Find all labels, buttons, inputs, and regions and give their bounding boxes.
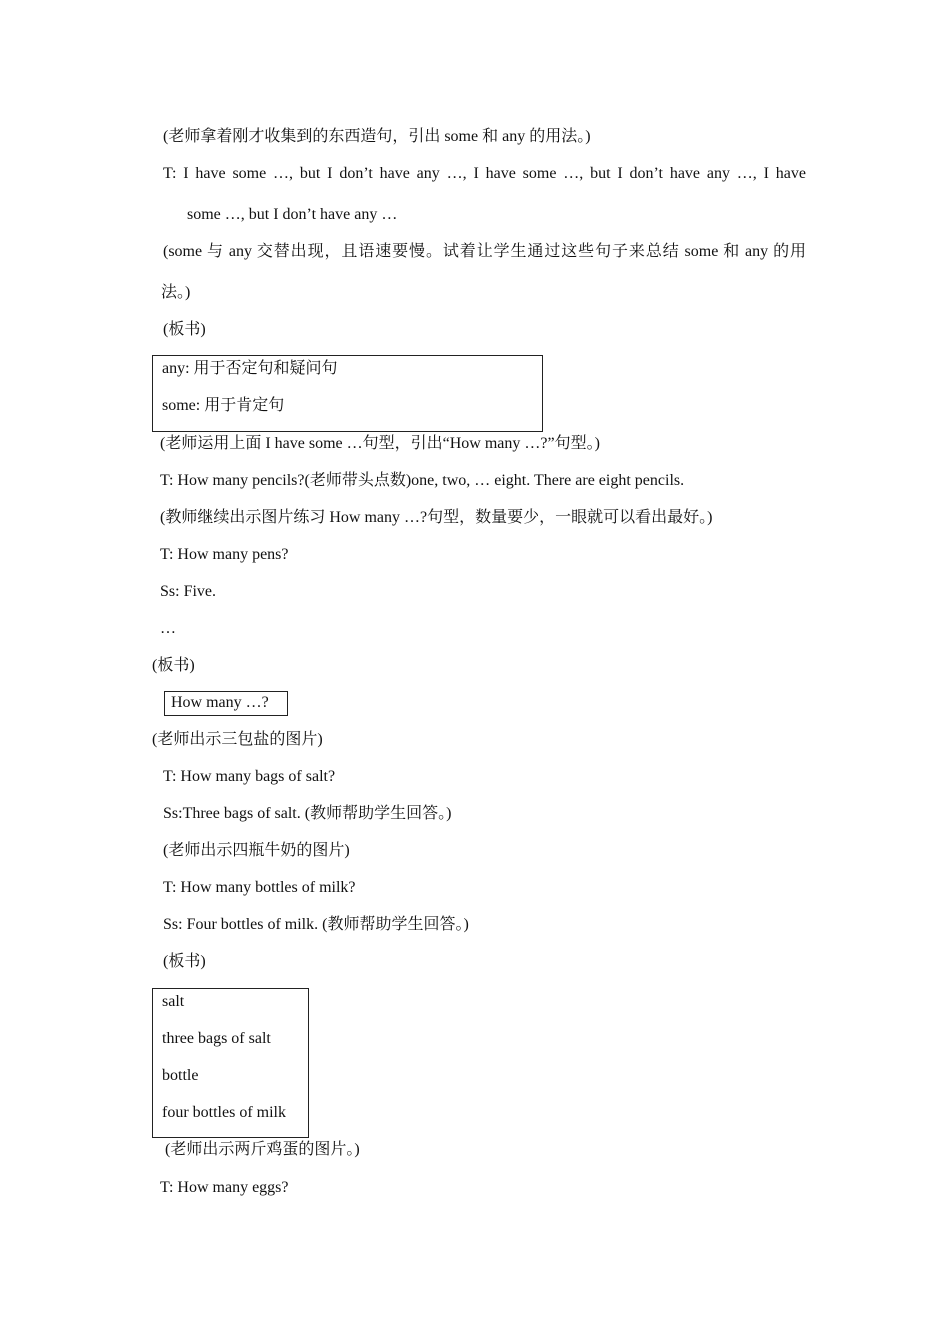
teacher-line-continued: some …, but I don’t have any … bbox=[187, 206, 398, 223]
teacher-line: T: How many bags of salt? bbox=[163, 768, 336, 785]
board-label: (板书) bbox=[163, 953, 206, 970]
ellipsis-line: … bbox=[160, 620, 176, 637]
teacher-line: T: How many pens? bbox=[160, 546, 289, 563]
note-line: (教师继续出示图片练习 How many …?句型，数量要少，一眼就可以看出最好。) bbox=[160, 509, 713, 526]
note-line: (老师拿着刚才收集到的东西造句，引出 some 和 any 的用法。) bbox=[163, 128, 591, 145]
note-line: (some 与 any 交替出现，且语速要慢。试着让学生通过这些句子来总结 some 和 any 的用 bbox=[163, 243, 806, 260]
board-vocab-item: three bags of salt bbox=[162, 1030, 271, 1047]
teacher-line: T: How many bottles of milk? bbox=[163, 879, 356, 896]
board-label: (板书) bbox=[152, 657, 195, 674]
teacher-line: T: I have some …, but I don’t have any …, I have some …, but I don’t have any …, I have bbox=[163, 165, 806, 182]
note-line: (老师出示三包盐的图片) bbox=[152, 731, 323, 748]
board-box-some-any bbox=[152, 355, 543, 432]
teacher-line: T: How many pencils?(老师带头点数)one, two, … eight. There are eight pencils. bbox=[160, 472, 685, 489]
students-line: Ss:Three bags of salt. (教师帮助学生回答。) bbox=[163, 805, 452, 822]
note-line: (老师出示两斤鸡蛋的图片。) bbox=[165, 1141, 360, 1158]
board-box-how-many bbox=[164, 691, 288, 716]
board-vocab-item: four bottles of milk bbox=[162, 1104, 286, 1121]
board-how-many-text: How many …? bbox=[171, 694, 269, 711]
board-label: (板书) bbox=[163, 321, 206, 338]
board-any-rule: any: 用于否定句和疑问句 bbox=[162, 360, 338, 377]
note-line: (老师运用上面 I have some …句型，引出“How many …?”句型。) bbox=[160, 435, 600, 452]
board-vocab-item: bottle bbox=[162, 1067, 199, 1084]
board-some-rule: some: 用于肯定句 bbox=[162, 397, 285, 414]
students-line: Ss: Five. bbox=[160, 583, 217, 600]
note-line-continued: 法。) bbox=[161, 284, 191, 301]
students-line: Ss: Four bottles of milk. (教师帮助学生回答。) bbox=[163, 916, 469, 933]
note-line: (老师出示四瓶牛奶的图片) bbox=[163, 842, 350, 859]
board-vocab-item: salt bbox=[162, 993, 185, 1010]
board-box-vocabulary bbox=[152, 988, 309, 1138]
teacher-line: T: How many eggs? bbox=[160, 1179, 289, 1196]
